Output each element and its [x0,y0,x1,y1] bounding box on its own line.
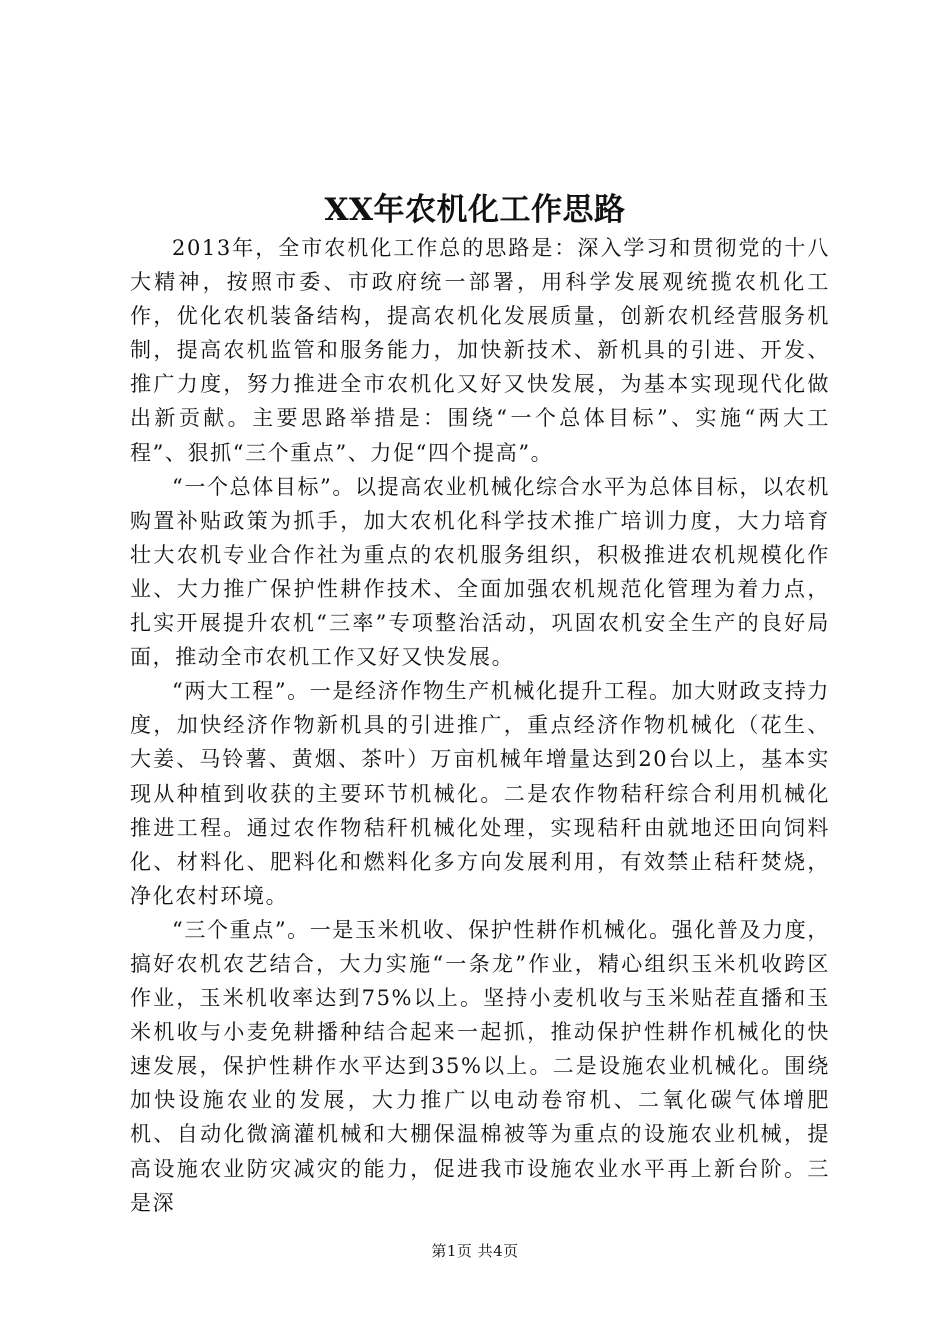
page-footer: 第1页 共4页 [431,1242,519,1260]
document-body [130,231,830,1220]
document-title: XX年农机化工作思路 [324,192,626,228]
paragraph: “三个重点”。一是玉米机收、保护性耕作机械化。强化普及力度，搞好农机农艺结合，大力实施“一条龙”作业，精心组织玉米机收跨区作业，玉米机收率达到75%以上。坚持小麦机收与玉米贴茬直播和玉米机收与小麦免耕播种结合起来一起抓，推动保护性耕作机械化的快速发展，保护性耕作水平达到35%以上。二是设施农业机械化。围绕加快设施农业的发展，大力推广以电动卷帘机、二氧化碳气体增肥机、自动化微滴灌机械和大棚保温棉被等为重点的设施农业机械，提高设施农业防灾减灾的能力，促进我市设施农业水平再上新台阶。三是深 [130,917,830,1215]
paragraph: “一个总体目标”。以提高农业机械化综合水平为总体目标，以农机购置补贴政策为抓手，加大农机化科学技术推广培训力度，大力培育壮大农机专业合作社为重点的农机服务组织，积极推进农机规模化作业、大力推广保护性耕作技术、全面加强农机规范化管理为着力点，扎实开展提升农机“三率”专项整治活动，巩固农机安全生产的良好局面，推动全市农机工作又好又快发展。 [130,474,830,670]
paragraph: 2013年，全市农机化工作总的思路是：深入学习和贯彻党的十八大精神，按照市委、市政府统一部署，用科学发展观统揽农机化工作，优化农机装备结构，提高农机化发展质量，创新农机经营服务机制，提高农机监管和服务能力，加快新技术、新机具的引进、开发、推广力度，努力推进全市农机化又好又快发展，为基本实现现代化做出新贡献。主要思路举措是：围绕“一个总体目标”、实施“两大工程”、狠抓“三个重点”、力促“四个提高”。 [130,236,830,465]
paragraph: “两大工程”。一是经济作物生产机械化提升工程。加大财政支持力度，加快经济作物新机具的引进推广，重点经济作物机械化（花生、大姜、马铃薯、黄烟、茶叶）万亩机械年增量达到20台以上，基本实现从种植到收获的主要环节机械化。二是农作物秸秆综合利用机械化推进工程。通过农作物秸秆机械化处理，实现秸秆由就地还田向饲料化、材料化、肥料化和燃料化多方向发展利用，有效禁止秸秆焚烧，净化农村环境。 [130,679,830,908]
